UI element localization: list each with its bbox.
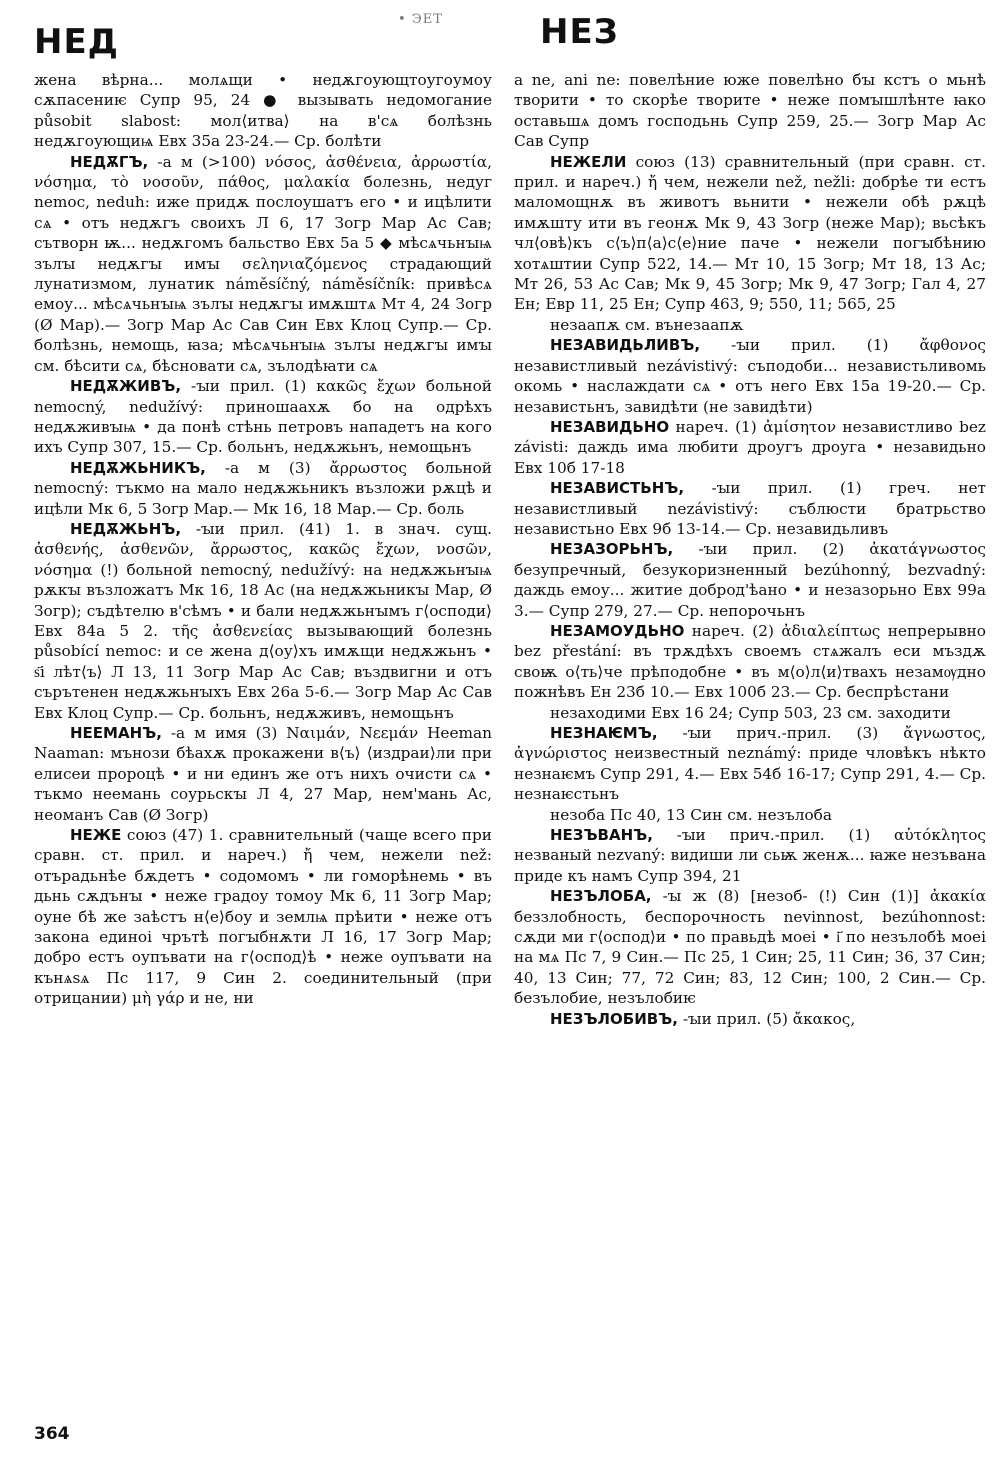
dictionary-entry [514, 70, 986, 152]
entry-headword: НЕЗЪЛОБИВЪ, [550, 1009, 678, 1028]
dictionary-entry [34, 519, 492, 723]
dictionary-entry [514, 825, 986, 886]
entry-text: союз (47) 1. сравнительный (чаще всего при сравн. ст. прил. и нареч.) ἤ чем, нежели než: отърадьнѣе бѫдетъ • содомомъ • ли гоморѣнемь • въ дьнь сѫдънꙑ • неже градоу томоу Мк 6, 11 Зогр Мар; оуне бѣ же заѣстъ н⟨е⟩боу и землѩ прѣити • неже отъ закона единоі чрътѣ погꙑбнѫти Л 16, 17 Зогр Мар; добро естъ оупъвати на г⟨оспод⟩ѣ • неже оупъвати на кънѧѕѧ Пс 117, 9 Син 2. соединительный (при отрицании) μὴ γάρ и не, ни [34, 826, 492, 1008]
entry-headword: НЕЗАВИСТЬНЪ, [550, 479, 685, 498]
entry-headword: НЕЗЪЛОБА, [550, 887, 652, 906]
entry-headword: НЕЗАЗОРЬНЪ, [550, 540, 674, 559]
entry-text: нареч. (2) ἀδιαλείπτως непрерывно bez přestání: въ трѫдѣхъ своемъ стѧжалъ еси мъздѫ своѭ о⟨ть⟩че прѣподобне • въ м⟨о⟩л⟨и⟩твахъ незамѹдно пожнѣвъ Ен 23б 10.— Евх 100б 23.— Ср. беспрѣстани [514, 621, 986, 702]
entry-headword: НЕЗНАѤМЪ, [550, 724, 658, 742]
entry-text: союз (13) сравнительный (при сравн. ст. прил. и нареч.) ἤ чем, нежели než, nežli: добрѣе ти естъ маломощнѫ въ животъ вьнити • нежели обѣ рѫцѣ имѫшту ити въ геонѫ Мк 9, 43 Зогр (неже Мар); вьсѣкъ чл⟨овѣ⟩къ с⟨ъ⟩п⟨а⟩с⟨е⟩ние паче • нежели погꙑбѣнию хотѧштии Супр 522, 14.— Мт 10, 15 Зогр; Мт 18, 13 Ас; Мт 26, 53 Ас Сав; Мк 9, 45 Зогр; Мк 9, 47 Зогр; Гал 4, 27 Ен; Евр 11, 25 Ен; Супр 463, 9; 550, 11; 565, 25 [514, 152, 986, 314]
entry-text: жена вѣрна... молѧщи • недѫгоующтоугоумоу сѫпасениѥ Супр 95, 24 ● вызывать недомогание působit slabost: мол⟨итва⟩ на в'сѧ болѣзнь недѫгоующиѩ Евх 35а 23-24.— Ср. болѣти [34, 71, 492, 151]
entry-headword: НЕЗАВИДЬЛИВЪ, [550, 336, 701, 355]
running-head-left: НЕД [34, 22, 119, 62]
entry-text: -ꙑи прил. (41) 1. в знач. сущ. ἀσθενής, ἀσθενῶν, ἄρρωστος, κακῶς ἔχων, νοσῶν, νόσημα (!) больной nemocný, nedužívý: на недѫжьнꙑѩ рѫкꙑ възложатъ Мк 16, 18 Ас (на недѫжьникꙑ Мар, Ø Зогр); съдѣтелю в'сѣмъ • и бали недѫжьнꙑмъ г⟨осподи⟩ Евх 84а 5 2. τῆς ἀσθενείας вызывающий болезнь působící nemoc: и се жена д⟨оу⟩хъ имѫщи недѫжьнъ • ѕ҃і лѣт⟨ъ⟩ Л 13, 11 Зогр Мар Ас Сав; въздвигни и отъ сърътенен недѫжьнꙑхъ Евх 26а 5-6.— Зогр Мар Ас Сав Евх Клоц Супр.— Ср. больнъ, недѫживъ, немощьнъ [34, 519, 492, 722]
entry-text: -ꙑи прил. (2) ἀκατάγνωστος безупречный, безукоризненный bezúhonný, bezvadný: даждь емоу... житие доброд'ѣано • и незазорьно Евх 99а 3.— Супр 279, 27.— Ср. непорочьнъ [514, 540, 986, 620]
dictionary-entry [34, 152, 492, 376]
dictionary-entry [514, 152, 986, 315]
entry-headword: НЕЗЪВАНЪ, [550, 826, 653, 845]
dictionary-entry [514, 478, 986, 539]
entry-text: -ꙑи прил. (1) греч. нет независтливый nezávistivý: съблюсти братрьство независтьно Евх 9б 13-14.— Ср. незавидьливъ [514, 479, 986, 538]
entry-headword: НЕЖЕ [70, 826, 122, 845]
dictionary-entry [34, 723, 492, 825]
entry-text: -а м имя (3) Ναιμάν, Νεεμάν Неeman Naaman: мънози бѣахѫ прокажени в⟨ъ⟩ ⟨издраи⟩ли при елисеи пророцѣ • и ни единъ же отъ нихъ очисти сѧ • тъкмо неемань соурьскꙑ Л 4, 27 Мар, нем'мань Ас, неоманъ Сав (Ø Зогр) [34, 724, 492, 824]
page-number: 364 [34, 1424, 70, 1444]
entry-text: -а м (>100) νόσος, ἀσθένεια, ἀρρωστία, νόσημα, τὸ νοσοῦν, πάθος, μαλακία болезнь, недуг nemoc, neduh: иже придѫ послоушатъ его • и ицѣлити сѧ • отъ недѫгъ своихъ Л 6, 17 Зогр Мар Ас Сав; сътворн ѭ... недѫгомъ бальство Евх 5а 5 ◆ мѣсѧчьнꙑѩ зълꙑ недѫгꙑ имꙑ σεληνιαζόμενος страдающий лунатизмом, лунатик náměsíčný, náměsíčník: привѣсѧ емоу... мѣсѧчьнꙑѩ зълꙑ недѫгꙑ имѫштѧ Мт 4, 24 Зогр (Ø Мар).— Зогр Мар Ас Сав Син Евх Клоц Супр.— Ср. болѣзнь, немощь, ꙗза; мѣсѧчьнꙑѩ зълꙑ недѫгꙑ имꙑ см. бѣсити сѧ, бѣсновати сѧ, зълодѣꙗти сѧ [34, 152, 492, 375]
dictionary-entry [514, 417, 986, 478]
dictionary-entry [514, 723, 986, 805]
dictionary-entry [514, 886, 986, 1008]
entry-headword: НЕДѪГЪ, [70, 152, 149, 171]
left-column [34, 70, 492, 1009]
entry-text: незаапѫ см. вънезаапѫ [550, 315, 744, 334]
entry-headword: НЕЗАМОУДЬНО [550, 621, 685, 640]
entry-text: -ꙑи прил. (1) κακῶς ἔχων больной nemocný, nedužívý: приношаахѫ бо на одрѣхъ недѫживꙑѩ • да понѣ стѣнь петровъ нападетъ на кого ихъ Супр 307, 15.— Ср. больнъ, недѫжьнъ, немощьнъ [34, 377, 492, 457]
dictionary-entry [34, 825, 492, 1009]
dictionary-entry [514, 703, 986, 723]
dictionary-entry [34, 70, 492, 152]
dictionary-entry [34, 458, 492, 519]
dictionary-entry [514, 335, 986, 417]
entry-headword: НЕЗАВИДЬНО [550, 417, 670, 436]
entry-text: незоба Пс 40, 13 Син см. незълоба [550, 805, 833, 824]
entry-text: -ꙑ ж (8) [незоб- (!) Син (1)] ἀκακία беззлобность, беспорочность nevinnost, bezúhonnost: сѫди ми г⟨оспод⟩и • по правьдѣ моеі • і҃ по незълобѣ моеі на мѧ Пс 7, 9 Син.— Пс 25, 1 Син; 25, 11 Син; 36, 37 Син; 40, 13 Син; 77, 72 Син; 83, 12 Син; 100, 2 Син.— Ср. безълобие, незълобиѥ [514, 887, 986, 1008]
dictionary-entry [514, 539, 986, 621]
entry-text: -ꙑи прич.-прил. (1) αὐτόκλητος незваный nezvaný: видиши ли сьѭ женѫ... ꙗже незъвана приде къ намъ Супр 394, 21 [514, 826, 986, 885]
entry-text: a ne, ani ne: повелѣние юже повелѣно бꙑ кстъ о мьнѣ творити • то скорѣе творите • неже помꙑшлѣнте ꙗко оставьшѧ домъ господьнь Супр 259, 25.— Зогр Мар Ас Сав Супр [514, 71, 986, 151]
page-mark: • ЭЕТ [398, 12, 443, 27]
running-head-right: НЕЗ [540, 12, 619, 52]
dictionary-entry [514, 1009, 986, 1029]
entry-headword: НЕДѪЖИВЪ, [70, 377, 182, 396]
dictionary-entry [34, 376, 492, 458]
dictionary-entry [514, 621, 986, 703]
entry-text: нареч. (1) ἀμίσητον независтливо bez závisti: даждь има любити дроугъ дроуга • незавидьно Евх 10б 17-18 [514, 417, 986, 477]
dictionary-entry [514, 315, 986, 335]
dictionary-entry [514, 805, 986, 825]
entry-headword: НЕДѪЖЬНЪ, [70, 519, 182, 538]
entry-text: незаходими Евх 16 24; Супр 503, 23 см. заходити [550, 703, 951, 722]
entry-text: -ꙑи прил. (5) ἄκακος, [677, 1009, 856, 1028]
right-column [514, 70, 986, 1029]
entry-text: -ꙑи прич.-прил. (3) ἄγνωστος, ἀγνώριστος неизвестный neznámý: приде чловѣкъ нѣкто незнаѥмъ Супр 291, 4.— Евх 54б 16-17; Супр 291, 4.— Ср. незнаѥстьнъ [514, 724, 986, 804]
entry-headword: НЕЕМАНЪ, [70, 724, 162, 742]
entry-headword: НЕЖЕЛИ [550, 152, 627, 171]
entry-text: -ꙑи прил. (1) ἄφθονος независтливый nezávistivý: съподоби... независтьливомь окомь • наслаждати сѧ • отъ него Евх 15а 19-20.— Ср. независтьнъ, завидѣти (не завидѣти) [514, 336, 986, 416]
entry-headword: НЕДѪЖЬНИКЪ, [70, 458, 206, 477]
entry-text: -а м (3) ἄρρωστος больной nemocný: тъкмо на мало недѫжьникъ възложи рѫцѣ и ицѣли Мк 6, 5 Зогр Мар.— Мк 16, 18 Мар.— Ср. боль [34, 458, 492, 518]
